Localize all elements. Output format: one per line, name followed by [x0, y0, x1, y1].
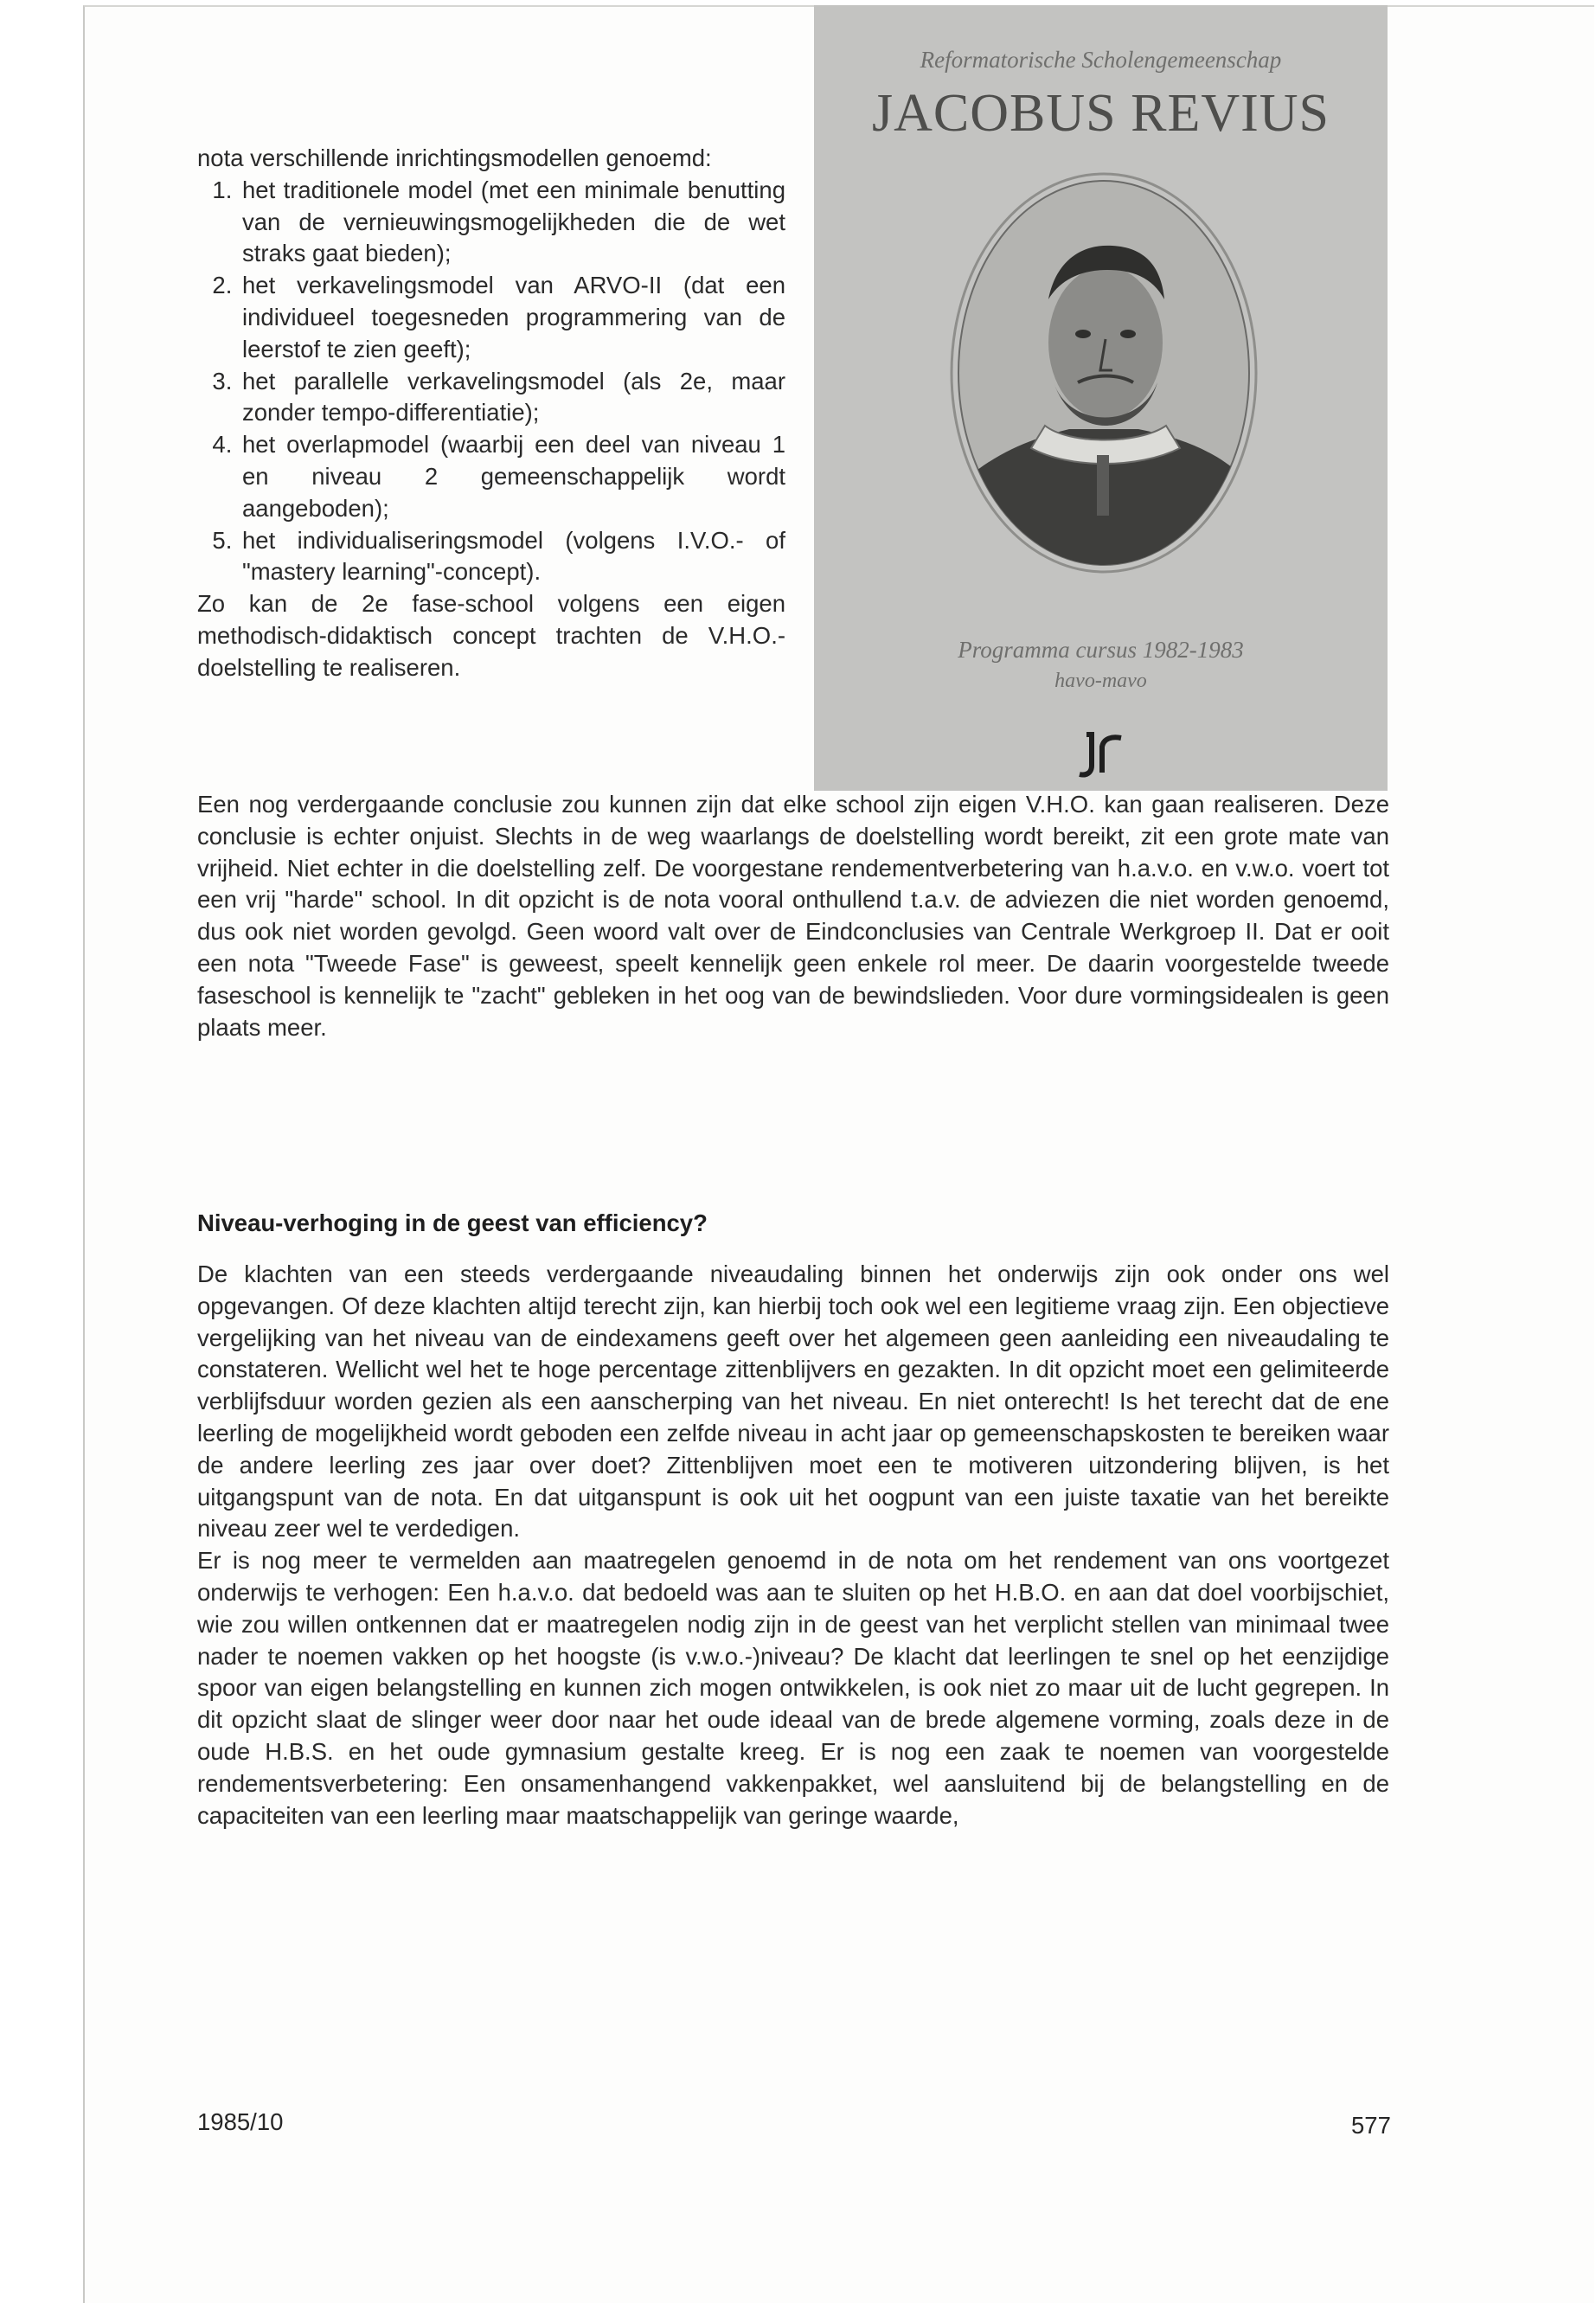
intro-column	[197, 143, 785, 684]
model-item: 4. het overlapmodel (waarbij een deel van niveau 1 en niveau 2 gemeenschappelijk wordt aangeboden);	[239, 429, 785, 524]
conclusion-column	[197, 789, 1389, 1043]
section-heading: Niveau-verhoging in de geest van efficiency?	[197, 1209, 708, 1236]
model-item: 5. het individualiseringsmodel (volgens I.V.O.- of "mastery learning"-concept).	[239, 525, 785, 589]
jr-monogram-icon	[1069, 728, 1130, 779]
cover-programme-text: Programma cursus 1982-1983	[958, 637, 1244, 663]
page-number: 577	[1351, 2112, 1391, 2139]
cover-society-name: Reformatorische Scholengemeenschap	[920, 47, 1282, 73]
intro-lead: nota verschillende inrichtingsmodellen genoemd:	[197, 144, 712, 171]
issue-number: 1985/10	[197, 2108, 284, 2135]
conclusion-paragraph: Een nog verdergaande conclusie zou kunnen zijn dat elke school zijn eigen V.H.O. kan gaan realiseren. Deze conclusie is echter onjuist. Slechts in de weg waarlangs de doelstelling wordt bereikt, zit een grote mate van vrijheid. Niet echter in die doelstelling zelf. De voorgestane rendementverbetering van h.a.v.o. en v.w.o. voert tot een vrij "harde" school. In dit opzicht is de nota vooral onthullend t.a.v. de adviezen die niet worden genoemd, dus ook niet worden gevolgd. Geen woord valt over de Eindconclusies van Centrale Werkgroep II. Dat er ooit een nota "Tweede Fase" is geweest, speelt kennelijk geen enkele rol meer. De daarin voorgestelde tweede faseschool is kennelijk te "zacht" gebleken in het oog van de bewindslieden. Voor dure vormingsidealen is geen plaats meer.	[197, 791, 1389, 1041]
portrait-medallion-icon	[948, 170, 1259, 576]
model-item: 1. het traditionele model (met een minimale benutting van de vernieuwingsmogelijkheden die de wet straks gaat bieden);	[239, 175, 785, 270]
body-paragraph: De klachten van een steeds verdergaande niveaudaling binnen het onderwijs zijn ook onder ons wel opgevangen. Of deze klachten altijd terecht zijn, kan hierbij toch ook wel een legitieme vraag zijn. Een objectieve vergelijking van het niveau van de eindexamens geeft over het algemeen geen aanleiding een niveaudaling te constateren. Wellicht wel het te hoge percentage zittenblijvers en gezakten. In dit opzicht moet een gelimiteerde verblijfsduur worden gezien als een aanscherping van het niveau. En niet onterecht! Is het terecht dat de ene leerling de mogelijkheid wordt geboden een zelfde niveau in acht jaar op gemeenschapskosten te bereiken waar de andere leerling zes jaar over doet? Zittenblijven moet een te motiveren uitzondering blijven, is het uitgangspunt van de nota. En dat uitganspunt is ook uit het oogpunt van een juiste taxatie van het bereikte niveau zeer wel te verdedigen.	[197, 1261, 1389, 1543]
section-body	[197, 1259, 1389, 1831]
body-paragraph: Er is nog meer te vermelden aan maatregelen genoemd in de nota om het rendement van ons voortgezet onderwijs te verhogen: Een h.a.v.o. dat bedoeld was aan te sluiten op het H.B.O. en aan dat doel voorbijschiet, wie zou willen ontkennen dat er maatregelen nodig zijn in de geest van het verplicht stellen van minimaal twee nader te noemen vakken op het hoogste (is v.w.o.-)niveau? De klacht dat leerlingen te snel op het eenzijdige spoor van eigen belangstelling en kunnen zich mogen ontwikkelen, is ook niet zo maar uit de lucht gegrepen. In dit opzicht slaat de slinger weer door naar het oude ideaal van de brede algemene vorming, zoals deze in de oude H.B.S. en het oude gymnasium gestalte kreeg. Er is nog een zaak te noemen van voorgestelde rendementsverbetering: Een onsamenhangend vakkenpakket, wel aansluitend bij de belangstelling en de capaciteiten van een leerling maar maatschappelijk van geringe waarde,	[197, 1547, 1389, 1829]
cover-level-text: havo-mavo	[1054, 670, 1147, 692]
intro-closing: Zo kan de 2e fase-school volgens een eigen methodisch-didaktisch concept trachten de V.H.O.-doelstelling te realiseren.	[197, 590, 785, 681]
model-list	[197, 175, 785, 588]
model-item: 2. het verkavelingsmodel van ARVO-II (dat een individueel toegesneden programmering van de leerstof te zien geeft);	[239, 270, 785, 365]
model-item: 3. het parallelle verkavelingsmodel (als 2e, maar zonder tempo-differentiatie);	[239, 366, 785, 430]
cover-title: JACOBUS REVIUS	[871, 84, 1330, 143]
book-cover-image	[814, 5, 1388, 791]
